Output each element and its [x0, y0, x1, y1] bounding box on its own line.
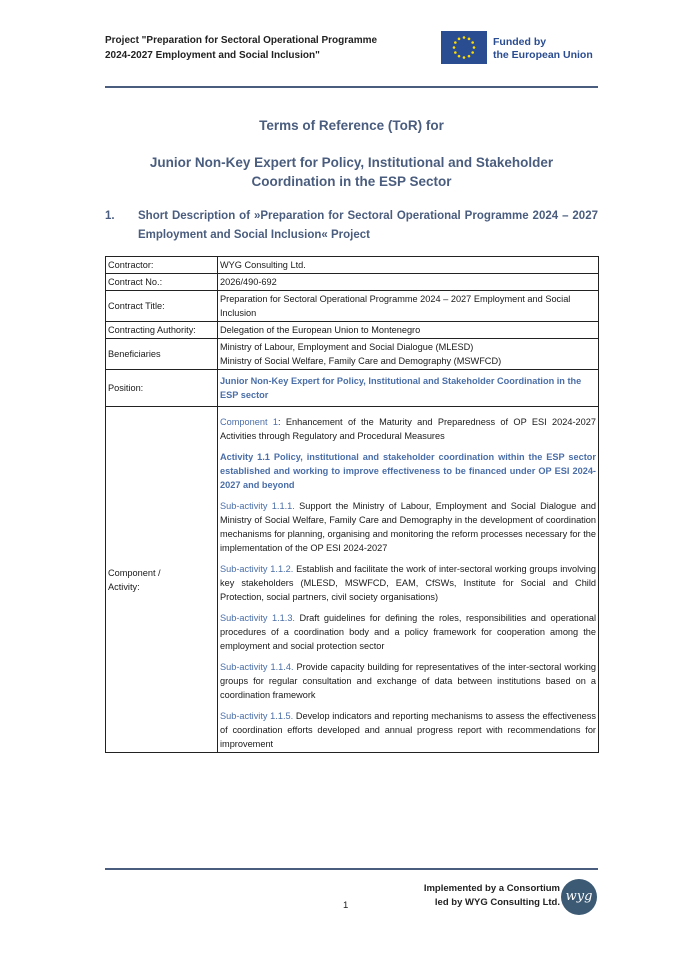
table-row [106, 291, 599, 322]
footer-divider [105, 868, 598, 870]
subactivity-prefix: Sub-activity 1.1.1. [220, 501, 295, 511]
subactivity-prefix: Sub-activity 1.1.2. [220, 564, 294, 574]
eu-star-icon [454, 41, 457, 44]
beneficiaries-label: Beneficiaries [106, 339, 218, 370]
position-label: Position: [106, 370, 218, 407]
subactivity-text: Provide capacity building for representatives of the inter-sectoral working groups for regular consultation and exchange of data between institutions based on a coordination framework [220, 662, 596, 700]
implemented-line1: Implemented by a Consortium [423, 883, 560, 894]
header-divider [105, 86, 598, 88]
table-row [106, 274, 599, 291]
subactivity-paragraph [220, 709, 596, 751]
eu-flag-icon [441, 31, 487, 64]
component-label-line1: Component / [108, 567, 161, 578]
project-header-line2: 2024-2027 Employment and Social Inclusion" [105, 50, 320, 61]
wyg-logo-icon: wyg [561, 879, 597, 915]
contract-title-value: Preparation for Sectoral Operational Programme 2024 – 2027 Employment and Social Inclusion [218, 291, 599, 322]
subactivity-paragraph [220, 499, 596, 555]
eu-star-icon [468, 38, 471, 41]
contracting-authority-value: Delegation of the European Union to Montenegro [218, 322, 599, 339]
project-header-line1: Project "Preparation for Sectoral Operational Programme [105, 35, 378, 46]
page-number: 1 [343, 900, 349, 911]
eu-star-icon [454, 51, 457, 54]
component-paragraph [220, 415, 596, 443]
project-info-table [105, 256, 599, 753]
activity-paragraph: Activity 1.1 Policy, institutional and stakeholder coordination within the ESP sector established and working to improve effectiveness to be financed under OP ESI 2024-2027 and beyond [220, 452, 596, 490]
eu-funding-line1: Funded by [493, 36, 547, 48]
eu-star-icon [458, 38, 461, 41]
subtitle-line1: Junior Non-Key Expert for Policy, Institutional and Stakeholder [149, 155, 554, 170]
subtitle-line2: Coordination in the ESP Sector [251, 174, 452, 189]
component-activity-value [218, 407, 599, 753]
eu-funding-label [493, 36, 593, 62]
eu-star-icon [453, 46, 456, 49]
implemented-by [415, 882, 560, 910]
eu-star-icon [471, 51, 474, 54]
table-row [106, 257, 599, 274]
table-row [106, 322, 599, 339]
contracting-authority-label: Contracting Authority: [106, 322, 218, 339]
section-number: 1. [105, 210, 115, 222]
document-subtitle [105, 153, 598, 191]
eu-star-icon [468, 55, 471, 58]
contractor-value: WYG Consulting Ltd. [218, 257, 599, 274]
subactivity-paragraph [220, 611, 596, 653]
beneficiaries-value [218, 339, 599, 370]
subactivity-prefix: Sub-activity 1.1.3. [220, 613, 295, 623]
contract-title-label: Contract Title: [106, 291, 218, 322]
component-prefix: Component 1 [220, 417, 278, 427]
beneficiary-item: Ministry of Labour, Employment and Social Dialogue (MLESD) [220, 342, 474, 352]
eu-star-icon [458, 55, 461, 58]
contract-no-value: 2026/490-692 [218, 274, 599, 291]
eu-star-icon [471, 41, 474, 44]
beneficiary-item: Ministry of Social Welfare, Family Care and Demography (MSWFCD) [220, 356, 502, 366]
contractor-label: Contractor: [106, 257, 218, 274]
eu-star-icon [463, 56, 466, 59]
section-title: Short Description of »Preparation for Sectoral Operational Programme 2024 – 2027 Employment and Social Inclusion« Project [138, 210, 598, 241]
subactivity-text: Support the Ministry of Labour, Employment and Social Dialogue and Ministry of Social Welfare, Family Care and Demography in the development of coordination mechanisms for planning, organising and monitoring the reform processes necessary for the implementation of the OP ESI 2024-2027 [220, 501, 596, 553]
subactivity-prefix: Sub-activity 1.1.5. [220, 711, 294, 721]
position-value: Junior Non-Key Expert for Policy, Institutional and Stakeholder Coordination in the ESP sector [218, 370, 599, 407]
table-row [106, 407, 599, 753]
component-text: : Enhancement of the Maturity and Preparedness of OP ESI 2024-2027 Activities through Regulatory and Procedural Measures [220, 417, 596, 441]
table-row [106, 339, 599, 370]
document-title: Terms of Reference (ToR) for [259, 118, 444, 133]
table-row [106, 370, 599, 407]
subactivity-text: Develop indicators and reporting mechanisms to assess the effectiveness of coordination efforts developed and annual progress report with recommendations for improvement [220, 711, 596, 749]
subactivity-paragraph [220, 660, 596, 702]
eu-star-icon [473, 46, 476, 49]
subactivity-text: Establish and facilitate the work of inter-sectoral working groups involving key stakeholders (MLESD, MSWFCD, EAM, CfSWs, Institute for Social and Child Protection, social partners, civil society organisations) [220, 564, 596, 602]
subactivity-paragraph [220, 562, 596, 604]
eu-funding-line2: the European Union [493, 49, 593, 61]
project-header [105, 33, 425, 63]
contract-no-label: Contract No.: [106, 274, 218, 291]
component-label-line2: Activity: [108, 581, 140, 592]
component-activity-label [106, 407, 218, 753]
implemented-line2: led by WYG Consulting Ltd. [434, 897, 560, 908]
subactivity-prefix: Sub-activity 1.1.4. [220, 662, 294, 672]
subactivity-text: Draft guidelines for defining the roles, responsibilities and operational procedures of a coordination body and a policy framework for cooperation among the employment and social protection sector [220, 613, 596, 651]
eu-star-icon [463, 36, 466, 39]
